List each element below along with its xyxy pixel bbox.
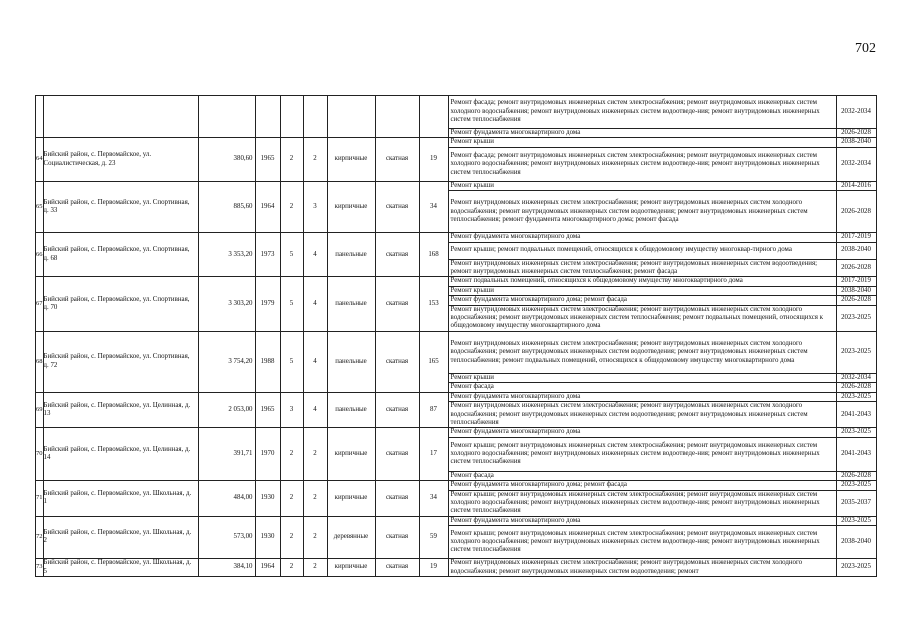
- apartments-count-cell: [419, 96, 448, 138]
- work-period-cell: 2041-2043: [836, 402, 876, 428]
- row-number-cell: [36, 96, 44, 138]
- work-description-cell: Ремонт внутридомовых инженерных систем электроснабжения; ремонт внутридомовых инженерных систем холодного водоснабжения; ремонт внутридомовых инженерных систем водоотведения; ремонт внутридомовых инженерных систем теплоснабжения: [448, 402, 836, 428]
- floors-count-cell: 2: [280, 516, 303, 558]
- floors-count-cell: [280, 96, 303, 138]
- address-cell: Бийский район, с. Первомайское, ул. Школьная, д. 1: [43, 481, 198, 517]
- row-number-cell: 65: [36, 181, 44, 232]
- work-period-cell: 2023-2025: [836, 305, 876, 331]
- address-cell: Бийский район, с. Первомайское, ул. Спортивная, д. 72: [43, 331, 198, 392]
- address-cell: Бийский район, с. Первомайское, ул. Спортивная, д. 70: [43, 277, 198, 331]
- build-year-cell: 1988: [255, 331, 280, 392]
- entrances-count-cell: 2: [303, 138, 327, 181]
- work-description-cell: Ремонт подвальных помещений, относящихся к общедомовому имуществу многоквартирного дома: [448, 277, 836, 286]
- work-period-cell: 2026-2028: [836, 383, 876, 392]
- entrances-count-cell: [303, 96, 327, 138]
- row-number-cell: 66: [36, 233, 44, 277]
- work-description-cell: Ремонт фундамента многоквартирного дома: [448, 129, 836, 138]
- row-number-cell: 71: [36, 481, 44, 517]
- roof-type-cell: скатная: [375, 331, 419, 392]
- wall-material-cell: панельные: [327, 233, 375, 277]
- work-period-cell: 2026-2028: [836, 259, 876, 277]
- row-number-cell: 67: [36, 277, 44, 331]
- total-area-cell: 3 303,20: [198, 277, 255, 331]
- table-row: [36, 428, 877, 437]
- total-area-cell: [198, 96, 255, 138]
- work-period-cell: 2038-2040: [836, 526, 876, 559]
- wall-material-cell: деревянные: [327, 516, 375, 558]
- work-description-cell: Ремонт фасада; ремонт внутридомовых инженерных систем электроснабжения; ремонт внутридомовых инженерных систем холодного водоснабжения; ремонт внутридомовых инженерных систем водоотведе-ния; ремонт внутридомовых инженерных систем теплоснабжения: [448, 96, 836, 129]
- wall-material-cell: кирпичные: [327, 559, 375, 577]
- page-number: 702: [855, 41, 876, 56]
- build-year-cell: 1964: [255, 181, 280, 232]
- address-cell: Бийский район, с. Первомайское, ул. Школьная, д. 2: [43, 516, 198, 558]
- roof-type-cell: скатная: [375, 181, 419, 232]
- work-period-cell: 2017-2019: [836, 233, 876, 242]
- wall-material-cell: кирпичные: [327, 428, 375, 481]
- build-year-cell: 1930: [255, 481, 280, 517]
- work-description-cell: Ремонт крыши; ремонт внутридомовых инженерных систем электроснабжения; ремонт внутридомовых инженерных систем холодного водоснабжения; ремонт внутридомовых инженерных систем водоотведе-ния; ремонт внутридомовых инженерных систем теплоснабжения: [448, 437, 836, 471]
- address-cell: Бийский район, с. Первомайское, ул. Школьная, д. 5: [43, 559, 198, 577]
- work-period-cell: 2026-2028: [836, 471, 876, 480]
- wall-material-cell: кирпичные: [327, 181, 375, 232]
- work-description-cell: Ремонт фундамента многоквартирного дома; ремонт фасада: [448, 296, 836, 305]
- roof-type-cell: скатная: [375, 277, 419, 331]
- floors-count-cell: 3: [280, 392, 303, 428]
- table-row: [36, 138, 877, 147]
- address-cell: Бийский район, с. Первомайское, ул. Спортивная, д. 33: [43, 181, 198, 232]
- work-description-cell: Ремонт фундамента многоквартирного дома: [448, 392, 836, 401]
- build-year-cell: 1964: [255, 559, 280, 577]
- wall-material-cell: панельные: [327, 331, 375, 392]
- work-description-cell: Ремонт внутридомовых инженерных систем электроснабжения; ремонт внутридомовых инженерных систем холодного водоснабжения; ремонт внутридомовых инженерных систем водоотведения; ремонт внутридомовых инженерных систем теплоснабжения; ремонт подвальных помещений, относящихся к общедомовому имуществу многоквартирного дома: [448, 331, 836, 373]
- work-description-cell: Ремонт внутридомовых инженерных систем электроснабжения; ремонт внутридомовых инженерных систем водоотведения; ремонт внутридомовых инженерных систем теплоснабжения; ремонт фасада: [448, 259, 836, 277]
- row-number-cell: 73: [36, 559, 44, 577]
- wall-material-cell: панельные: [327, 277, 375, 331]
- apartments-count-cell: 153: [419, 277, 448, 331]
- build-year-cell: [255, 96, 280, 138]
- address-cell: Бийский район, с. Первомайское, ул. Целинная, д. 14: [43, 428, 198, 481]
- work-description-cell: Ремонт крыши; ремонт подвальных помещений, относящихся к общедомовому имуществу многоквар-тирного дома: [448, 242, 836, 259]
- work-period-cell: 2041-2043: [836, 437, 876, 471]
- roof-type-cell: скатная: [375, 392, 419, 428]
- entrances-count-cell: 4: [303, 392, 327, 428]
- address-cell: Бийский район, с. Первомайское, ул. Целинная, д. 13: [43, 392, 198, 428]
- total-area-cell: 380,60: [198, 138, 255, 181]
- work-period-cell: 2038-2040: [836, 286, 876, 295]
- address-cell: [43, 96, 198, 138]
- work-period-cell: 2032-2034: [836, 147, 876, 181]
- build-year-cell: 1965: [255, 392, 280, 428]
- row-number-cell: 72: [36, 516, 44, 558]
- work-period-cell: 2032-2034: [836, 96, 876, 129]
- wall-material-cell: панельные: [327, 392, 375, 428]
- table-row: [36, 233, 877, 242]
- work-description-cell: Ремонт внутридомовых инженерных систем электроснабжения; ремонт внутридомовых инженерных систем холодного водоснабжения; ремонт внутридомовых инженерных систем водоотведения; ремонт внутридомовых инженерных систем теплоснабжения; ремонт фундамента многоквартирного дома; ремонт фасада: [448, 191, 836, 233]
- floors-count-cell: 5: [280, 331, 303, 392]
- roof-type-cell: скатная: [375, 428, 419, 481]
- entrances-count-cell: 4: [303, 331, 327, 392]
- work-description-cell: Ремонт крыши; ремонт внутридомовых инженерных систем электроснабжения; ремонт внутридомовых инженерных систем холодного водоснабжения; ремонт внутридомовых инженерных систем водоотведе-ния; ремонт внутридомовых инженерных систем теплоснабжения: [448, 490, 836, 516]
- floors-count-cell: 2: [280, 428, 303, 481]
- roof-type-cell: [375, 96, 419, 138]
- total-area-cell: 391,71: [198, 428, 255, 481]
- table-row: [36, 392, 877, 401]
- work-period-cell: 2035-2037: [836, 490, 876, 516]
- table-row: [36, 559, 877, 577]
- roof-type-cell: скатная: [375, 516, 419, 558]
- apartments-count-cell: 59: [419, 516, 448, 558]
- work-description-cell: Ремонт фундамента многоквартирного дома: [448, 516, 836, 525]
- floors-count-cell: 5: [280, 277, 303, 331]
- work-period-cell: 2023-2025: [836, 516, 876, 525]
- wall-material-cell: кирпичные: [327, 481, 375, 517]
- work-period-cell: 2023-2025: [836, 559, 876, 577]
- work-period-cell: 2017-2019: [836, 277, 876, 286]
- entrances-count-cell: 3: [303, 181, 327, 232]
- table-row: [36, 181, 877, 190]
- total-area-cell: 3 754,20: [198, 331, 255, 392]
- work-description-cell: Ремонт фасада: [448, 471, 836, 480]
- floors-count-cell: 2: [280, 181, 303, 232]
- work-description-cell: Ремонт фундамента многоквартирного дома; ремонт фасада: [448, 481, 836, 490]
- apartments-count-cell: 17: [419, 428, 448, 481]
- row-number-cell: 68: [36, 331, 44, 392]
- table-row: [36, 277, 877, 286]
- build-year-cell: 1979: [255, 277, 280, 331]
- build-year-cell: 1930: [255, 516, 280, 558]
- work-period-cell: 2023-2025: [836, 331, 876, 373]
- entrances-count-cell: 4: [303, 277, 327, 331]
- apartments-count-cell: 168: [419, 233, 448, 277]
- total-area-cell: 2 053,00: [198, 392, 255, 428]
- row-number-cell: 64: [36, 138, 44, 181]
- table-row: [36, 516, 877, 525]
- total-area-cell: 484,00: [198, 481, 255, 517]
- floors-count-cell: 2: [280, 138, 303, 181]
- work-description-cell: Ремонт крыши: [448, 286, 836, 295]
- table-row: [36, 331, 877, 373]
- work-period-cell: 2023-2025: [836, 428, 876, 437]
- work-period-cell: 2038-2040: [836, 138, 876, 147]
- total-area-cell: 3 353,20: [198, 233, 255, 277]
- table-row: [36, 481, 877, 490]
- floors-count-cell: 2: [280, 481, 303, 517]
- total-area-cell: 384,10: [198, 559, 255, 577]
- apartments-count-cell: 19: [419, 559, 448, 577]
- apartments-count-cell: 165: [419, 331, 448, 392]
- work-description-cell: Ремонт крыши: [448, 181, 836, 190]
- work-description-cell: Ремонт фундамента многоквартирного дома: [448, 428, 836, 437]
- repair-schedule-table: [35, 95, 877, 577]
- floors-count-cell: 2: [280, 559, 303, 577]
- work-description-cell: Ремонт фундамента многоквартирного дома: [448, 233, 836, 242]
- work-period-cell: 2014-2016: [836, 181, 876, 190]
- work-description-cell: Ремонт фасада: [448, 383, 836, 392]
- apartments-count-cell: 34: [419, 181, 448, 232]
- entrances-count-cell: 2: [303, 559, 327, 577]
- work-description-cell: Ремонт фасада; ремонт внутридомовых инженерных систем электроснабжения; ремонт внутридомовых инженерных систем холодного водоснабжения; ремонт внутридомовых инженерных систем водоотведе-ния; ремонт внутридомовых инженерных систем теплоснабжения: [448, 147, 836, 181]
- entrances-count-cell: 2: [303, 481, 327, 517]
- entrances-count-cell: 4: [303, 233, 327, 277]
- total-area-cell: 573,00: [198, 516, 255, 558]
- row-number-cell: 70: [36, 428, 44, 481]
- entrances-count-cell: 2: [303, 428, 327, 481]
- address-cell: Бийский район, с. Первомайское, ул. Социалистическая, д. 23: [43, 138, 198, 181]
- table-body: [36, 96, 877, 577]
- total-area-cell: 885,60: [198, 181, 255, 232]
- work-description-cell: Ремонт крыши: [448, 373, 836, 382]
- roof-type-cell: скатная: [375, 481, 419, 517]
- work-description-cell: Ремонт крыши; ремонт внутридомовых инженерных систем электроснабжения; ремонт внутридомовых инженерных систем холодного водоснабжения; ремонт внутридомовых инженерных систем водоотведе-ния; ремонт внутридомовых инженерных систем теплоснабжения: [448, 526, 836, 559]
- roof-type-cell: скатная: [375, 233, 419, 277]
- floors-count-cell: 5: [280, 233, 303, 277]
- work-period-cell: 2026-2028: [836, 296, 876, 305]
- entrances-count-cell: 2: [303, 516, 327, 558]
- build-year-cell: 1965: [255, 138, 280, 181]
- roof-type-cell: скатная: [375, 138, 419, 181]
- table-row: [36, 96, 877, 129]
- work-period-cell: 2038-2040: [836, 242, 876, 259]
- wall-material-cell: [327, 96, 375, 138]
- wall-material-cell: кирпичные: [327, 138, 375, 181]
- apartments-count-cell: 34: [419, 481, 448, 517]
- work-period-cell: 2023-2025: [836, 481, 876, 490]
- row-number-cell: 69: [36, 392, 44, 428]
- address-cell: Бийский район, с. Первомайское, ул. Спортивная, д. 68: [43, 233, 198, 277]
- work-description-cell: Ремонт внутридомовых инженерных систем электроснабжения; ремонт внутридомовых инженерных систем холодного водоснабжения; ремонт внутридомовых инженерных систем теплоснабжения; ремонт подвальных помещений, относящихся к общедомовому имуществу многоквартирного дома: [448, 305, 836, 331]
- work-period-cell: 2032-2034: [836, 373, 876, 382]
- apartments-count-cell: 19: [419, 138, 448, 181]
- work-period-cell: 2026-2028: [836, 129, 876, 138]
- work-description-cell: Ремонт крыши: [448, 138, 836, 147]
- work-period-cell: 2026-2028: [836, 191, 876, 233]
- apartments-count-cell: 87: [419, 392, 448, 428]
- work-period-cell: 2023-2025: [836, 392, 876, 401]
- build-year-cell: 1970: [255, 428, 280, 481]
- roof-type-cell: скатная: [375, 559, 419, 577]
- build-year-cell: 1973: [255, 233, 280, 277]
- work-description-cell: Ремонт внутридомовых инженерных систем электроснабжения; ремонт внутридомовых инженерных систем холодного водоснабжения; ремонт внутридомовых инженерных систем водоотведения; ремонт: [448, 559, 836, 577]
